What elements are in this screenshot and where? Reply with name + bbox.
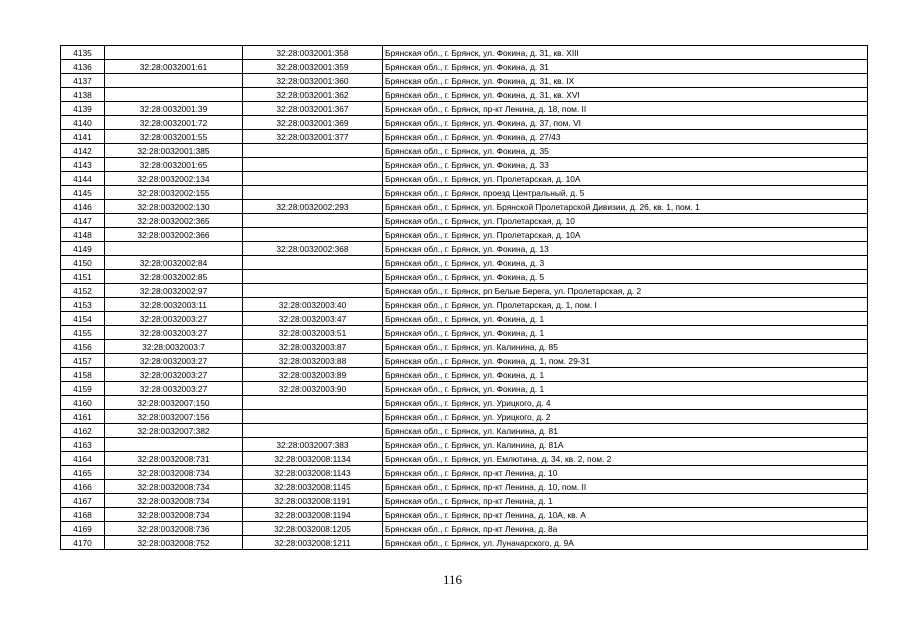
building-number-cell: 32:28:0032003:89 [243, 368, 383, 382]
address-cell: Брянская обл., г. Брянск, ул. Калинина, д. 81 [383, 424, 868, 438]
address-cell: Брянская обл., г. Брянск, ул. Фокина, д. 27/43 [383, 130, 868, 144]
row-number-cell: 4166 [61, 480, 105, 494]
address-cell: Брянская обл., г. Брянск, ул. Фокина, д. 5 [383, 270, 868, 284]
address-cell: Брянская обл., г. Брянск, пр-кт Ленина, д. 10А, кв. А [383, 508, 868, 522]
building-number-cell: 32:28:0032003:51 [243, 326, 383, 340]
row-number-cell: 4137 [61, 74, 105, 88]
building-number-cell: 32:28:0032008:1134 [243, 452, 383, 466]
parcel-number-cell: 32:28:0032003:27 [105, 312, 243, 326]
row-number-cell: 4148 [61, 228, 105, 242]
building-number-cell: 32:28:0032003:87 [243, 340, 383, 354]
building-number-cell: 32:28:0032008:1145 [243, 480, 383, 494]
parcel-number-cell: 32:28:0032003:27 [105, 382, 243, 396]
table-row [61, 270, 868, 284]
address-cell: Брянская обл., г. Брянск, ул. Фокина, д. 31, кв. XIII [383, 46, 868, 60]
parcel-number-cell: 32:28:0032001:72 [105, 116, 243, 130]
row-number-cell: 4165 [61, 466, 105, 480]
table-row [61, 326, 868, 340]
table-row [61, 508, 868, 522]
address-cell: Брянская обл., г. Брянск, ул. Фокина, д. 13 [383, 242, 868, 256]
table-row [61, 396, 868, 410]
table-row [61, 172, 868, 186]
parcel-number-cell: 32:28:0032008:734 [105, 480, 243, 494]
address-cell: Брянская обл., г. Брянск, ул. Пролетарская, д. 1, пом. I [383, 298, 868, 312]
row-number-cell: 4156 [61, 340, 105, 354]
address-cell: Брянская обл., г. Брянск, ул. Пролетарская, д. 10А [383, 172, 868, 186]
table-row [61, 340, 868, 354]
address-cell: Брянская обл., г. Брянск, проезд Центральный, д. 5 [383, 186, 868, 200]
building-number-cell: 32:28:0032002:368 [243, 242, 383, 256]
address-cell: Брянская обл., г. Брянск, ул. Фокина, д. 1, пом. 29-31 [383, 354, 868, 368]
table-row [61, 382, 868, 396]
building-number-cell: 32:28:0032001:362 [243, 88, 383, 102]
table-row [61, 144, 868, 158]
address-cell: Брянская обл., г. Брянск, ул. Пролетарская, д. 10А [383, 228, 868, 242]
parcel-number-cell: 32:28:0032008:736 [105, 522, 243, 536]
parcel-number-cell: 32:28:0032001:385 [105, 144, 243, 158]
parcel-number-cell: 32:28:0032002:366 [105, 228, 243, 242]
parcel-number-cell: 32:28:0032008:731 [105, 452, 243, 466]
table-row [61, 60, 868, 74]
building-number-cell [243, 158, 383, 172]
parcel-number-cell: 32:28:0032007:382 [105, 424, 243, 438]
building-number-cell: 32:28:0032003:88 [243, 354, 383, 368]
property-table-body [61, 46, 868, 550]
row-number-cell: 4168 [61, 508, 105, 522]
building-number-cell: 32:28:0032008:1194 [243, 508, 383, 522]
address-cell: Брянская обл., г. Брянск, ул. Фокина, д. 33 [383, 158, 868, 172]
row-number-cell: 4149 [61, 242, 105, 256]
table-row [61, 88, 868, 102]
row-number-cell: 4163 [61, 438, 105, 452]
row-number-cell: 4169 [61, 522, 105, 536]
table-row [61, 424, 868, 438]
table-row [61, 158, 868, 172]
table-row [61, 242, 868, 256]
table-row [61, 284, 868, 298]
parcel-number-cell: 32:28:0032003:27 [105, 368, 243, 382]
address-cell: Брянская обл., г. Брянск, пр-кт Ленина, д. 10, пом. II [383, 480, 868, 494]
row-number-cell: 4157 [61, 354, 105, 368]
parcel-number-cell: 32:28:0032001:61 [105, 60, 243, 74]
building-number-cell [243, 270, 383, 284]
building-number-cell: 32:28:0032008:1143 [243, 466, 383, 480]
address-cell: Брянская обл., г. Брянск, ул. Калинина, д. 81А [383, 438, 868, 452]
address-cell: Брянская обл., г. Брянск, пр-кт Ленина, д. 10 [383, 466, 868, 480]
building-number-cell: 32:28:0032007:383 [243, 438, 383, 452]
row-number-cell: 4147 [61, 214, 105, 228]
parcel-number-cell: 32:28:0032002:155 [105, 186, 243, 200]
building-number-cell: 32:28:0032008:1191 [243, 494, 383, 508]
building-number-cell [243, 396, 383, 410]
table-row [61, 298, 868, 312]
address-cell: Брянская обл., г. Брянск, пр-кт Ленина, д. 18, пом. II [383, 102, 868, 116]
row-number-cell: 4135 [61, 46, 105, 60]
page-number: 116 [442, 572, 463, 587]
parcel-number-cell: 32:28:0032007:150 [105, 396, 243, 410]
row-number-cell: 4167 [61, 494, 105, 508]
table-row [61, 410, 868, 424]
building-number-cell: 32:28:0032001:359 [243, 60, 383, 74]
parcel-number-cell [105, 438, 243, 452]
row-number-cell: 4154 [61, 312, 105, 326]
parcel-number-cell: 32:28:0032008:734 [105, 494, 243, 508]
table-row [61, 214, 868, 228]
parcel-number-cell [105, 74, 243, 88]
table-row [61, 186, 868, 200]
building-number-cell [243, 172, 383, 186]
address-cell: Брянская обл., г. Брянск, ул. Фокина, д. 1 [383, 312, 868, 326]
row-number-cell: 4141 [61, 130, 105, 144]
row-number-cell: 4139 [61, 102, 105, 116]
table-row [61, 452, 868, 466]
table-row [61, 522, 868, 536]
address-cell: Брянская обл., г. Брянск, ул. Калинина, д. 85 [383, 340, 868, 354]
row-number-cell: 4161 [61, 410, 105, 424]
building-number-cell [243, 284, 383, 298]
row-number-cell: 4138 [61, 88, 105, 102]
address-cell: Брянская обл., г. Брянск, рп Белые Берега, ул. Пролетарская, д. 2 [383, 284, 868, 298]
row-number-cell: 4170 [61, 536, 105, 550]
table-row [61, 256, 868, 270]
address-cell: Брянская обл., г. Брянск, ул. Фокина, д. 3 [383, 256, 868, 270]
building-number-cell: 32:28:0032001:369 [243, 116, 383, 130]
parcel-number-cell [105, 88, 243, 102]
parcel-number-cell [105, 242, 243, 256]
building-number-cell: 32:28:0032003:90 [243, 382, 383, 396]
building-number-cell: 32:28:0032001:358 [243, 46, 383, 60]
table-row [61, 116, 868, 130]
address-cell: Брянская обл., г. Брянск, ул. Фокина, д. 37, пом. VI [383, 116, 868, 130]
building-number-cell [243, 186, 383, 200]
row-number-cell: 4152 [61, 284, 105, 298]
row-number-cell: 4143 [61, 158, 105, 172]
address-cell: Брянская обл., г. Брянск, ул. Емлютина, д. 34, кв. 2, пом. 2 [383, 452, 868, 466]
row-number-cell: 4162 [61, 424, 105, 438]
table-row [61, 228, 868, 242]
address-cell: Брянская обл., г. Брянск, ул. Фокина, д. 31, кв. IX [383, 74, 868, 88]
building-number-cell [243, 144, 383, 158]
row-number-cell: 4144 [61, 172, 105, 186]
parcel-number-cell: 32:28:0032001:65 [105, 158, 243, 172]
row-number-cell: 4159 [61, 382, 105, 396]
building-number-cell: 32:28:0032003:40 [243, 298, 383, 312]
address-cell: Брянская обл., г. Брянск, ул. Урицкого, д. 4 [383, 396, 868, 410]
row-number-cell: 4158 [61, 368, 105, 382]
address-cell: Брянская обл., г. Брянск, ул. Пролетарская, д. 10 [383, 214, 868, 228]
address-cell: Брянская обл., г. Брянск, ул. Фокина, д. 1 [383, 326, 868, 340]
row-number-cell: 4155 [61, 326, 105, 340]
table-row [61, 494, 868, 508]
table-row [61, 130, 868, 144]
property-table [60, 45, 868, 550]
row-number-cell: 4153 [61, 298, 105, 312]
row-number-cell: 4151 [61, 270, 105, 284]
parcel-number-cell: 32:28:0032007:156 [105, 410, 243, 424]
row-number-cell: 4164 [61, 452, 105, 466]
parcel-number-cell: 32:28:0032008:752 [105, 536, 243, 550]
row-number-cell: 4140 [61, 116, 105, 130]
building-number-cell: 32:28:0032008:1211 [243, 536, 383, 550]
table-row [61, 368, 868, 382]
building-number-cell [243, 424, 383, 438]
building-number-cell [243, 228, 383, 242]
parcel-number-cell: 32:28:0032002:85 [105, 270, 243, 284]
address-cell: Брянская обл., г. Брянск, ул. Фокина, д. 31, кв. XVI [383, 88, 868, 102]
building-number-cell [243, 214, 383, 228]
table-row [61, 438, 868, 452]
table-row [61, 480, 868, 494]
building-number-cell: 32:28:0032001:377 [243, 130, 383, 144]
parcel-number-cell: 32:28:0032001:39 [105, 102, 243, 116]
building-number-cell [243, 410, 383, 424]
parcel-number-cell: 32:28:0032002:130 [105, 200, 243, 214]
table-row [61, 466, 868, 480]
address-cell: Брянская обл., г. Брянск, ул. Фокина, д. 31 [383, 60, 868, 74]
parcel-number-cell: 32:28:0032003:27 [105, 354, 243, 368]
row-number-cell: 4146 [61, 200, 105, 214]
table-row [61, 102, 868, 116]
parcel-number-cell: 32:28:0032008:734 [105, 466, 243, 480]
row-number-cell: 4142 [61, 144, 105, 158]
address-cell: Брянская обл., г. Брянск, ул. Брянской Пролетарской Дивизии, д. 26, кв. 1, пом. 1 [383, 200, 868, 214]
table-row [61, 46, 868, 60]
parcel-number-cell: 32:28:0032008:734 [105, 508, 243, 522]
row-number-cell: 4150 [61, 256, 105, 270]
parcel-number-cell: 32:28:0032002:97 [105, 284, 243, 298]
building-number-cell: 32:28:0032002:293 [243, 200, 383, 214]
table-row [61, 312, 868, 326]
table-row [61, 74, 868, 88]
table-row [61, 536, 868, 550]
parcel-number-cell: 32:28:0032002:84 [105, 256, 243, 270]
address-cell: Брянская обл., г. Брянск, ул. Урицкого, д. 2 [383, 410, 868, 424]
table-row [61, 200, 868, 214]
building-number-cell: 32:28:0032001:360 [243, 74, 383, 88]
row-number-cell: 4145 [61, 186, 105, 200]
building-number-cell: 32:28:0032003:47 [243, 312, 383, 326]
parcel-number-cell: 32:28:0032003:11 [105, 298, 243, 312]
parcel-number-cell [105, 46, 243, 60]
table-row [61, 354, 868, 368]
parcel-number-cell: 32:28:0032003:7 [105, 340, 243, 354]
building-number-cell: 32:28:0032001:367 [243, 102, 383, 116]
row-number-cell: 4160 [61, 396, 105, 410]
parcel-number-cell: 32:28:0032002:134 [105, 172, 243, 186]
address-cell: Брянская обл., г. Брянск, пр-кт Ленина, д. 8а [383, 522, 868, 536]
address-cell: Брянская обл., г. Брянск, ул. Луначарского, д. 9А [383, 536, 868, 550]
building-number-cell [243, 256, 383, 270]
address-cell: Брянская обл., г. Брянск, пр-кт Ленина, д. 1 [383, 494, 868, 508]
parcel-number-cell: 32:28:0032003:27 [105, 326, 243, 340]
address-cell: Брянская обл., г. Брянск, ул. Фокина, д. 1 [383, 368, 868, 382]
row-number-cell: 4136 [61, 60, 105, 74]
parcel-number-cell: 32:28:0032001:55 [105, 130, 243, 144]
address-cell: Брянская обл., г. Брянск, ул. Фокина, д. 1 [383, 382, 868, 396]
parcel-number-cell: 32:28:0032002:365 [105, 214, 243, 228]
address-cell: Брянская обл., г. Брянск, ул. Фокина, д. 35 [383, 144, 868, 158]
building-number-cell: 32:28:0032008:1205 [243, 522, 383, 536]
